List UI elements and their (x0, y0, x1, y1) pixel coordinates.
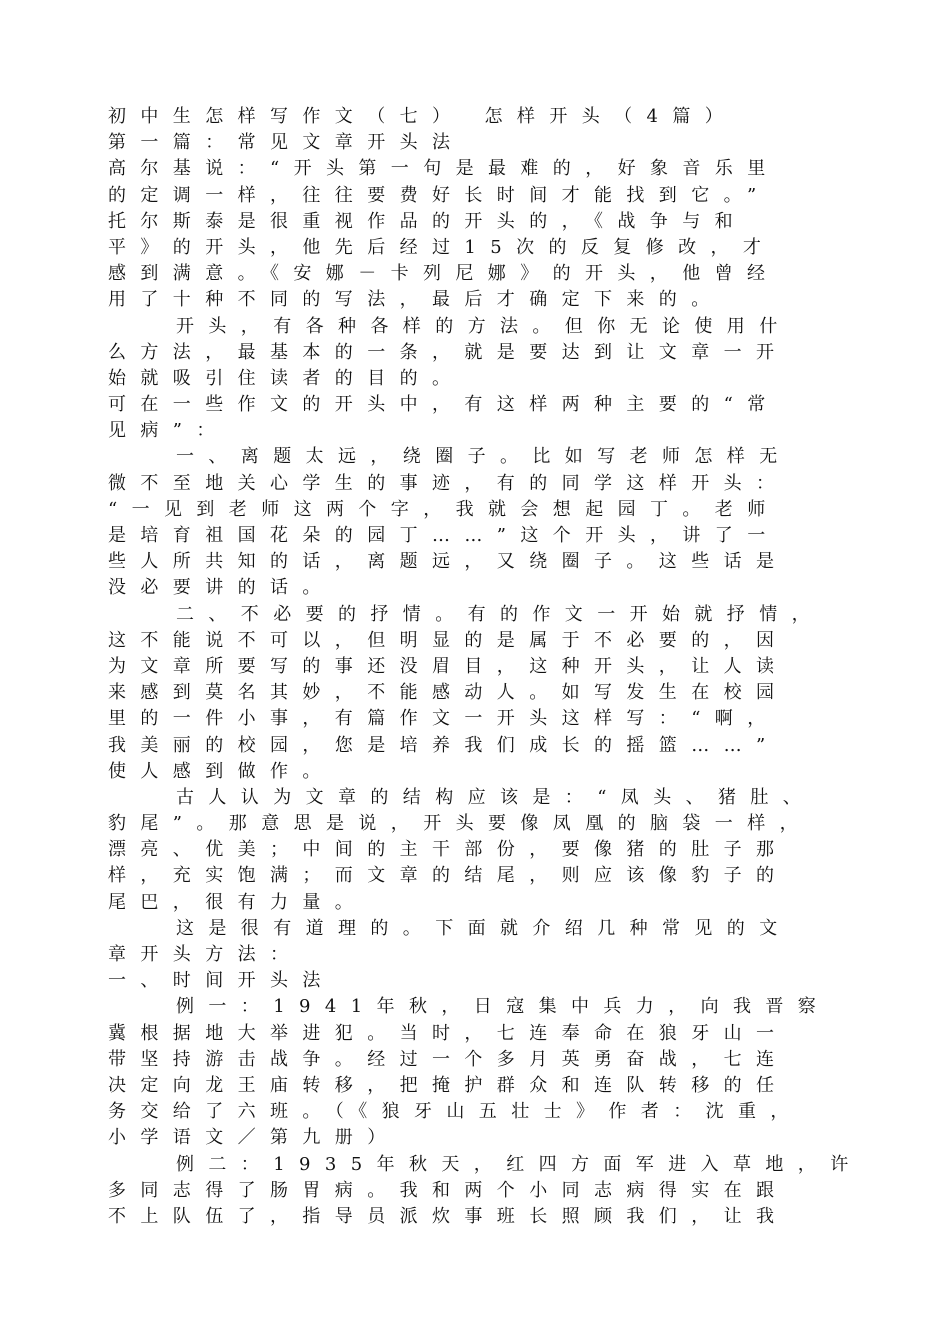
text-line: 见病”： (108, 420, 229, 442)
text-line: 第一篇：常见文章开头法 (108, 132, 465, 154)
text-line: 二、不必要的抒情。有的作文一开始就抒情， (176, 603, 824, 625)
article-body (108, 104, 863, 1230)
text-line: 感到满意。《安娜－卡列尼娜》的开头，他曾经 (108, 263, 780, 285)
text-line: 我美丽的校园，您是培养我们成长的摇篮……” (108, 734, 780, 756)
text-line: 多同志得了肠胃病。我和两个小同志病得实在跟 (108, 1179, 789, 1201)
text-line: “一见到老师这两个字，我就会想起园丁。老师 (108, 498, 780, 520)
text-line: 决定向龙王庙转移，把掩护群众和连队转移的任 (108, 1074, 789, 1096)
text-line: 务交给了六班。（《狼牙山五壮士》作者：沈重， (108, 1101, 803, 1123)
text-line: 一、时间开头法 (108, 970, 335, 992)
text-line: 微不至地关心学生的事迹，有的同学这样开头： (108, 472, 789, 494)
text-line: 里的一件小事，有篇作文一开头这样写：“啊， (108, 708, 780, 730)
text-line: 为文章所要写的事还没眉目，这种开头，让人读 (108, 655, 789, 677)
text-line: 是培育祖国花朵的园丁……”这个开头，讲了一 (108, 525, 780, 546)
text-line: 不上队伍了，指导员派炊事班长照顾我们，让我 (108, 1205, 789, 1227)
document-title: 初中生怎样写作文（七） 怎样开头（4篇） (108, 106, 738, 127)
text-line: 样，充实饱满；而文章的结尾，则应该像豹子的 (108, 865, 789, 887)
text-line: 这是很有道理的。下面就介绍几种常见的文 (176, 917, 792, 939)
text-line: 始就吸引住读者的目的。 (108, 367, 465, 389)
text-line: 章开头方法： (108, 944, 303, 965)
text-line: 可在一些作文的开头中，有这样两种主要的“常 (108, 394, 780, 416)
text-line: 高尔基说：“开头第一句是最难的，好象音乐里 (108, 158, 780, 180)
text-line: 小学语文／第九册） (108, 1127, 400, 1149)
text-line: 平》的开头，他先后经过15次的反复修改，才 (108, 236, 776, 258)
text-line: 例一：1941年秋，日寇集中兵力，向我晋察 (176, 996, 831, 1018)
text-line: 尾巴，很有力量。 (108, 891, 368, 913)
text-line: 没必要讲的话。 (108, 577, 335, 599)
text-line: 漂亮、优美；中间的主干部份，要像猪的肚子那 (108, 839, 789, 861)
text-line: 些人所共知的话，离题远，又绕圈子。这些话是 (108, 551, 789, 573)
text-line: 豹尾”。那意思是说，开头要像凤凰的脑袋一样， (108, 813, 812, 835)
text-line: 开头，有各种各样的方法。但你无论使用什 (176, 315, 792, 337)
text-line: 的定调一样，往往要费好长时间才能找到它。” (108, 184, 771, 206)
text-line: 这不能说不可以，但明显的是属于不必要的，因 (108, 629, 789, 651)
text-line: 冀根据地大举进犯。当时，七连奉命在狼牙山一 (108, 1022, 789, 1044)
text-line: 古人认为文章的结构应该是：“凤头、猪肚、 (176, 786, 816, 808)
text-line: 么方法，最基本的一条，就是要达到让文章一开 (108, 341, 789, 363)
text-line: 托尔斯泰是很重视作品的开头的，《战争与和 (108, 210, 747, 232)
text-line: 用了十种不同的写法，最后才确定下来的。 (108, 289, 724, 311)
text-line: 一、离题太远，绕圈子。比如写老师怎样无 (176, 446, 792, 468)
text-line: 使人感到做作。 (108, 760, 335, 782)
text-line: 来感到莫名其妙，不能感动人。如写发生在校园 (108, 682, 789, 704)
text-line: 例二：1935年秋天，红四方面军进入草地，许 (176, 1153, 863, 1175)
text-line: 带坚持游击战争。经过一个多月英勇奋战，七连 (108, 1048, 789, 1070)
